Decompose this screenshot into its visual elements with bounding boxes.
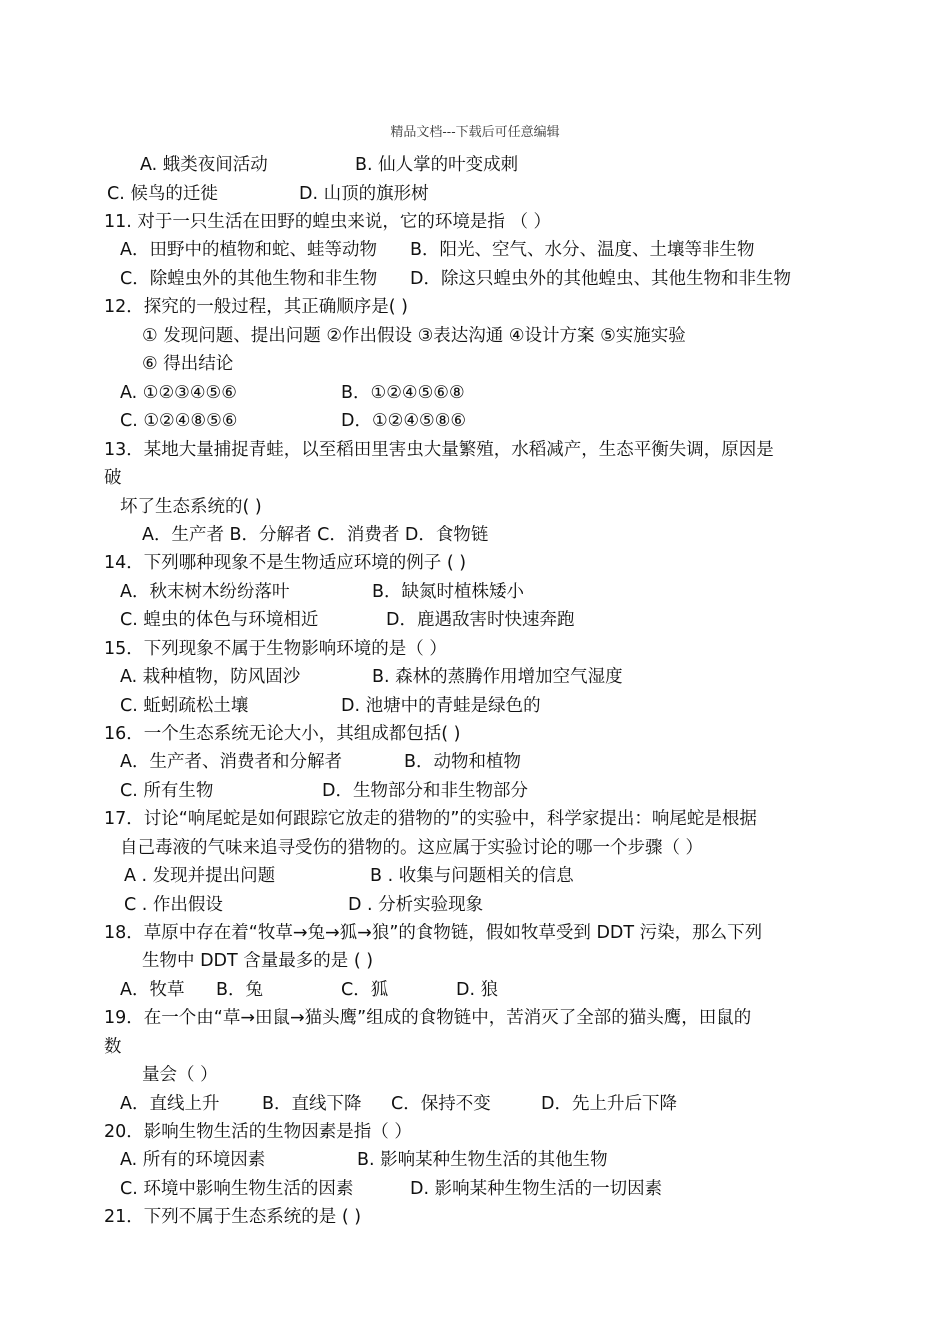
text-line: A．直线上升 bbox=[120, 1094, 220, 1114]
text-line: ① 发现问题、提出问题 ②作出假设 ③表达沟通 ④设计方案 ⑤实施实验 bbox=[142, 326, 686, 346]
text-line: A. ①②③④⑤⑥ bbox=[120, 383, 237, 403]
text-line: C. 环境中影响生物生活的因素 bbox=[120, 1179, 354, 1199]
text-line: 14．下列哪种现象不是生物适应环境的例子 ( ) bbox=[104, 553, 467, 573]
text-line: A．田野中的植物和蛇、蛙等动物 bbox=[120, 240, 377, 260]
text-line: 破 bbox=[104, 468, 122, 488]
text-line: 16．一个生态系统无论大小，其组成都包括( ) bbox=[104, 724, 461, 744]
text-line: 坏了生态系统的( ) bbox=[120, 497, 262, 517]
text-line: C．保持不变 bbox=[391, 1094, 491, 1114]
text-line: D. 狼 bbox=[456, 980, 499, 1000]
text-line: D. 影响某种生物生活的一切因素 bbox=[410, 1179, 663, 1199]
text-line: B．阳光、空气、水分、温度、土壤等非生物 bbox=[410, 240, 755, 260]
text-line: 20．影响生物生活的生物因素是指（ ） bbox=[104, 1122, 412, 1142]
text-line: 自己毒液的气味来追寻受伤的猎物的。这应属于实验讨论的哪一个步骤（ ） bbox=[120, 838, 704, 858]
text-line: D . 分析实验现象 bbox=[348, 895, 484, 915]
text-line: 12．探究的一般过程，其正确顺序是( ) bbox=[104, 297, 408, 317]
text-line: 17．讨论“响尾蛇是如何跟踪它放走的猎物的”的实验中，科学家提出：响尾蛇是根据 bbox=[104, 809, 757, 829]
text-line: C．狐 bbox=[341, 980, 389, 1000]
text-line: C. ①②④⑧⑤⑥ bbox=[120, 411, 238, 431]
text-line: 生物中 DDT 含量最多的是 ( ) bbox=[142, 951, 374, 971]
text-line: B．兔 bbox=[216, 980, 264, 1000]
text-line: A．生产者、消费者和分解者 bbox=[120, 752, 342, 772]
text-line: A. 栽种植物，防风固沙 bbox=[120, 667, 301, 687]
text-line: C . 作出假设 bbox=[124, 895, 223, 915]
text-line: A. 所有的环境因素 bbox=[120, 1150, 266, 1170]
text-line: C. 蚯蚓疏松土壤 bbox=[120, 696, 249, 716]
text-line: B. 森林的蒸腾作用增加空气湿度 bbox=[372, 667, 623, 687]
text-line: 量会（ ） bbox=[142, 1065, 218, 1085]
text-line: C. 候鸟的迁徙 bbox=[107, 184, 218, 204]
text-line: D．生物部分和非生物部分 bbox=[322, 781, 528, 801]
text-line: 13．某地大量捕捉青蛙，以至稻田里害虫大量繁殖，水稻减产，生态平衡失调，原因是 bbox=[104, 440, 774, 460]
text-line: 19．在一个由“草→田鼠→猫头鹰”组成的食物链中，苦消灭了全部的猫头鹰，田鼠的 bbox=[104, 1008, 752, 1028]
text-line: D. 池塘中的青蛙是绿色的 bbox=[341, 696, 541, 716]
text-line: B. 仙人掌的叶变成刺 bbox=[355, 155, 519, 175]
text-line: D．除这只蝗虫外的其他蝗虫、其他生物和非生物 bbox=[410, 269, 791, 289]
page-header: 精品文档---下载后可任意编辑 bbox=[390, 125, 560, 140]
text-line: D. 山顶的旗形树 bbox=[299, 184, 429, 204]
text-line: 11. 对于一只生活在田野的蝗虫来说，它的环境是指 （ ） bbox=[104, 212, 552, 232]
text-line: A．牧草 bbox=[120, 980, 185, 1000]
text-line: B．动物和植物 bbox=[404, 752, 522, 772]
text-line: C. 所有生物 bbox=[120, 781, 214, 801]
text-line: A. 蛾类夜间活动 bbox=[140, 155, 268, 175]
text-line: D．①②④⑤⑧⑥ bbox=[341, 411, 467, 431]
text-line: 15．下列现象不属于生物影响环境的是（ ） bbox=[104, 639, 447, 659]
text-line: B . 收集与问题相关的信息 bbox=[370, 866, 574, 886]
text-line: 数 bbox=[104, 1037, 122, 1057]
text-line: B. 影响某种生物生活的其他生物 bbox=[357, 1150, 608, 1170]
text-line: 18．草原中存在着“牧草→兔→狐→狼”的食物链，假如牧草受到 DDT 污染，那么下列 bbox=[104, 923, 763, 943]
text-line: A . 发现并提出问题 bbox=[124, 866, 276, 886]
text-line: B．缺氮时植株矮小 bbox=[372, 582, 525, 602]
text-line: A．秋末树木纷纷落叶 bbox=[120, 582, 290, 602]
text-line: ⑥ 得出结论 bbox=[142, 354, 234, 374]
text-line: C．除蝗虫外的其他生物和非生物 bbox=[120, 269, 378, 289]
text-line: A．生产者 B．分解者 C．消费者 D．食物链 bbox=[142, 525, 489, 545]
text-line: 21．下列不属于生态系统的是 ( ) bbox=[104, 1207, 362, 1227]
text-line: B．直线下降 bbox=[262, 1094, 362, 1114]
text-line: D．鹿遇敌害时快速奔跑 bbox=[386, 610, 575, 630]
text-line: C. 蝗虫的体色与环境相近 bbox=[120, 610, 319, 630]
text-line: D．先上升后下降 bbox=[541, 1094, 677, 1114]
text-line: B．①②④⑤⑥⑧ bbox=[341, 383, 465, 403]
